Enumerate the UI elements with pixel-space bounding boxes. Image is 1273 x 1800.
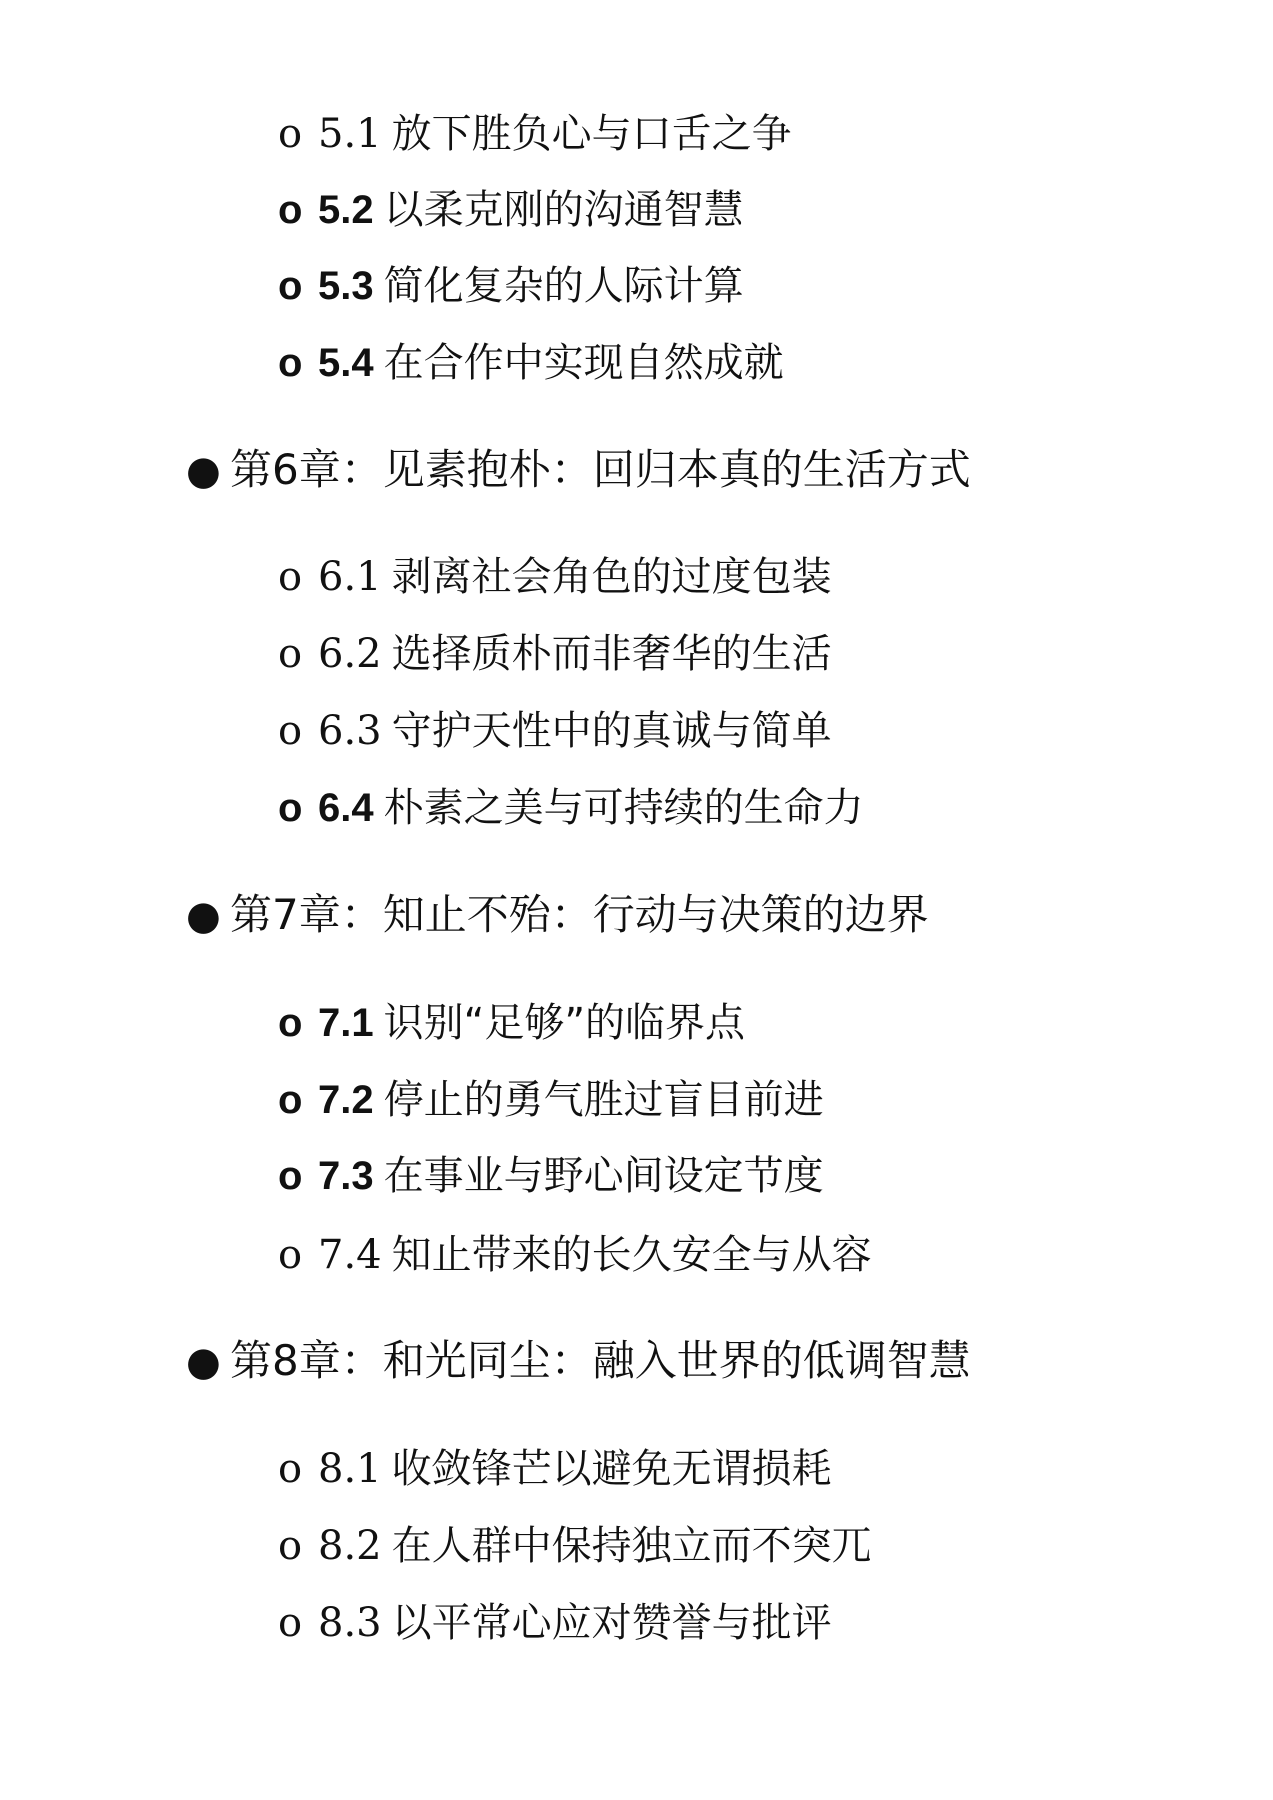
subsection-title: 朴素之美与可持续的生命力 [383,785,864,831]
chapter-title: 第8章：和光同尘：融入世界的低调智慧 [230,1336,971,1385]
subsection-marker: o [278,1232,303,1278]
subsection-title: 放下胜负心与口舌之争 [391,111,792,157]
subsection-5-1 [278,111,792,157]
subsection-5-3 [278,263,744,309]
subsection-number: 7.4 [318,1232,382,1278]
subsection-7-4 [278,1232,872,1278]
subsection-8-1 [278,1446,832,1492]
subsection-number: 6.3 [318,708,382,754]
subsection-marker: o [278,1446,303,1492]
subsection-number: 6.4 [318,786,374,830]
subsection-title: 识别“足够”的临界点 [383,1000,746,1046]
subsection-title: 收敛锋芒以避免无谓损耗 [391,1446,832,1492]
subsection-6-2 [278,631,832,677]
subsection-5-2 [278,187,744,233]
subsection-number: 8.3 [318,1600,382,1646]
subsection-marker: o [278,786,303,830]
subsection-title: 守护天性中的真诚与简单 [391,708,832,754]
chapter-7-heading [186,890,929,939]
subsection-6-1 [278,554,832,600]
chapter-8-heading [186,1336,971,1385]
subsection-title: 停止的勇气胜过盲目前进 [383,1077,824,1123]
subsection-title: 在事业与野心间设定节度 [383,1153,824,1199]
subsection-number: 7.2 [318,1078,374,1122]
subsection-marker: o [278,554,303,600]
subsection-6-3 [278,708,832,754]
chapter-bullet: ● [186,448,221,494]
subsection-number: 5.4 [318,341,374,385]
subsection-7-2 [278,1077,824,1123]
subsection-marker: o [278,1154,303,1198]
chapter-6-heading [186,445,971,494]
subsection-number: 5.3 [318,264,374,308]
subsection-number: 8.1 [318,1446,382,1492]
subsection-5-4 [278,340,784,386]
subsection-marker: o [278,1523,303,1569]
subsection-number: 6.1 [318,554,382,600]
subsection-number: 8.2 [318,1523,382,1569]
chapter-title: 第6章：见素抱朴：回归本真的生活方式 [230,445,971,494]
subsection-number: 5.1 [318,111,382,157]
chapter-title: 第7章：知止不殆：行动与决策的边界 [230,890,929,939]
subsection-marker: o [278,631,303,677]
subsection-6-4 [278,785,864,831]
subsection-title: 知止带来的长久安全与从容 [391,1232,872,1278]
subsection-number: 7.3 [318,1154,374,1198]
subsection-8-2 [278,1523,872,1569]
subsection-title: 以平常心应对赞誉与批评 [391,1600,832,1646]
chapter-bullet: ● [186,893,221,939]
subsection-marker: o [278,1078,303,1122]
subsection-title: 剥离社会角色的过度包装 [391,554,832,600]
subsection-8-3 [278,1600,832,1646]
subsection-marker: o [278,1600,303,1646]
subsection-number: 7.1 [318,1001,374,1045]
subsection-marker: o [278,188,303,232]
subsection-title: 以柔克刚的沟通智慧 [383,187,744,233]
subsection-marker: o [278,708,303,754]
subsection-title: 选择质朴而非奢华的生活 [391,631,832,677]
chapter-bullet: ● [186,1339,221,1385]
subsection-title: 在合作中实现自然成就 [383,340,784,386]
subsection-number: 6.2 [318,631,382,677]
subsection-title: 简化复杂的人际计算 [383,263,744,309]
subsection-marker: o [278,111,303,157]
subsection-7-3 [278,1153,824,1199]
subsection-marker: o [278,1001,303,1045]
subsection-number: 5.2 [318,188,374,232]
subsection-marker: o [278,341,303,385]
subsection-7-1 [278,1000,746,1046]
subsection-title: 在人群中保持独立而不突兀 [391,1523,872,1569]
subsection-marker: o [278,264,303,308]
